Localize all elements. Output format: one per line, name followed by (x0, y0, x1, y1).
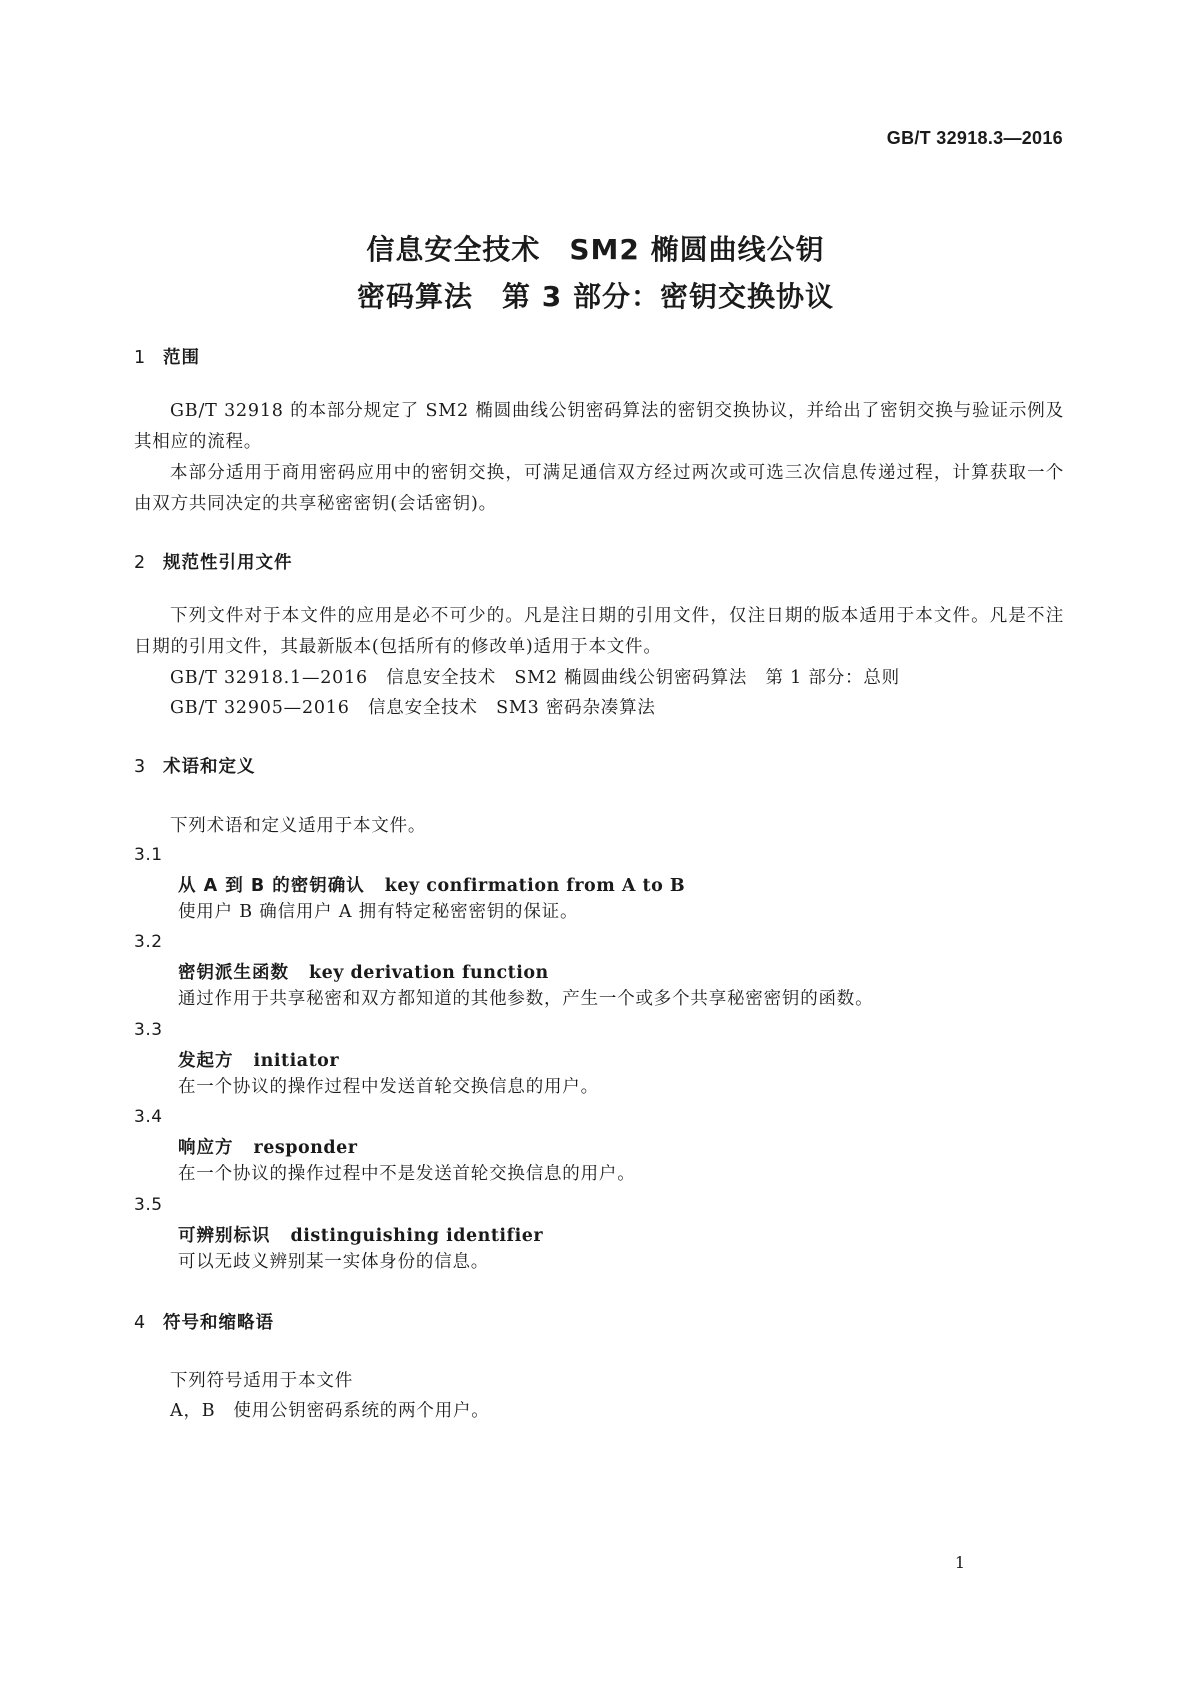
symbol-meaning: 使用公钥密码系统的两个用户。 (233, 1401, 490, 1421)
section-title: 术语和定义 (163, 757, 256, 777)
reference-item: GB/T 32905—2016 信息安全技术 SM3 密码杂凑算法 (170, 698, 656, 718)
document-title-line-2: 密码算法 第 3 部分：密钥交换协议 (357, 280, 834, 313)
term-definition: 可以无歧义辨别某一实体身份的信息。 (178, 1252, 490, 1272)
section-4-intro: 下列符号适用于本文件 (170, 1371, 353, 1391)
section-4-heading (134, 1309, 274, 1334)
term-definition: 通过作用于共享秘密和双方都知道的其他参数，产生一个或多个共享秘密密钥的函数。 (178, 989, 874, 1009)
term-en: distinguishing identifier (290, 1226, 544, 1246)
section-title: 规范性引用文件 (163, 553, 293, 573)
section-title: 范围 (163, 348, 200, 368)
section-number: 3 (134, 757, 147, 777)
term-en: key confirmation from A to B (384, 876, 686, 896)
term-en: initiator (253, 1051, 340, 1071)
term-title (178, 1047, 339, 1072)
standard-number: GB/T 32918.3—2016 (886, 128, 1063, 148)
term-zh: 可辨别标识 (178, 1226, 271, 1246)
section-2-heading (134, 549, 293, 574)
section-3-intro: 下列术语和定义适用于本文件。 (170, 816, 427, 836)
section-3-heading (134, 753, 256, 778)
paragraph: GB/T 32918 的本部分规定了 SM2 椭圆曲线公钥密码算法的密钥交换协议，并给出了密钥交换与验证示例及其相应的流程。 (134, 401, 1064, 452)
term-definition: 在一个协议的操作过程中发送首轮交换信息的用户。 (178, 1077, 599, 1097)
section-title: 符号和缩略语 (163, 1313, 274, 1333)
term-number: 3.2 (134, 932, 163, 952)
term-title (178, 959, 549, 984)
term-definition: 使用户 B 确信用户 A 拥有特定秘密密钥的保证。 (178, 902, 579, 922)
term-number: 3.5 (134, 1195, 163, 1215)
term-zh: 从 A 到 B 的密钥确认 (178, 876, 365, 896)
term-zh: 密钥派生函数 (178, 963, 289, 983)
section-number: 1 (134, 348, 147, 368)
paragraph: 下列文件对于本文件的应用是必不可少的。凡是注日期的引用文件，仅注日期的版本适用于本文件。凡是不注日期的引用文件，其最新版本(包括所有的修改单)适用于本文件。 (134, 606, 1064, 657)
term-en: key derivation function (309, 963, 549, 983)
symbol-item (170, 1396, 490, 1427)
term-definition: 在一个协议的操作过程中不是发送首轮交换信息的用户。 (178, 1164, 636, 1184)
document-title-line-1: 信息安全技术 SM2 椭圆曲线公钥 (366, 233, 825, 266)
term-zh: 响应方 (178, 1138, 234, 1158)
term-en: responder (253, 1138, 358, 1158)
term-title (178, 1134, 357, 1159)
term-title (178, 872, 685, 897)
section-number: 2 (134, 553, 147, 573)
section-2-body (134, 601, 1064, 663)
section-number: 4 (134, 1313, 147, 1333)
paragraph: 本部分适用于商用密码应用中的密钥交换，可满足通信双方经过两次或可选三次信息传递过程，计算获取一个由双方共同决定的共享秘密密钥(会话密钥)。 (134, 463, 1064, 514)
section-1-heading (134, 344, 200, 369)
term-number: 3.4 (134, 1107, 163, 1127)
term-number: 3.3 (134, 1020, 163, 1040)
term-zh: 发起方 (178, 1051, 234, 1071)
section-1-body (134, 396, 1064, 520)
term-number: 3.1 (134, 845, 163, 865)
symbol: A，B (170, 1401, 216, 1421)
page-number: 1 (954, 1553, 965, 1572)
term-title (178, 1222, 543, 1247)
reference-item: GB/T 32918.1—2016 信息安全技术 SM2 椭圆曲线公钥密码算法 第 1 部分：总则 (170, 668, 900, 688)
